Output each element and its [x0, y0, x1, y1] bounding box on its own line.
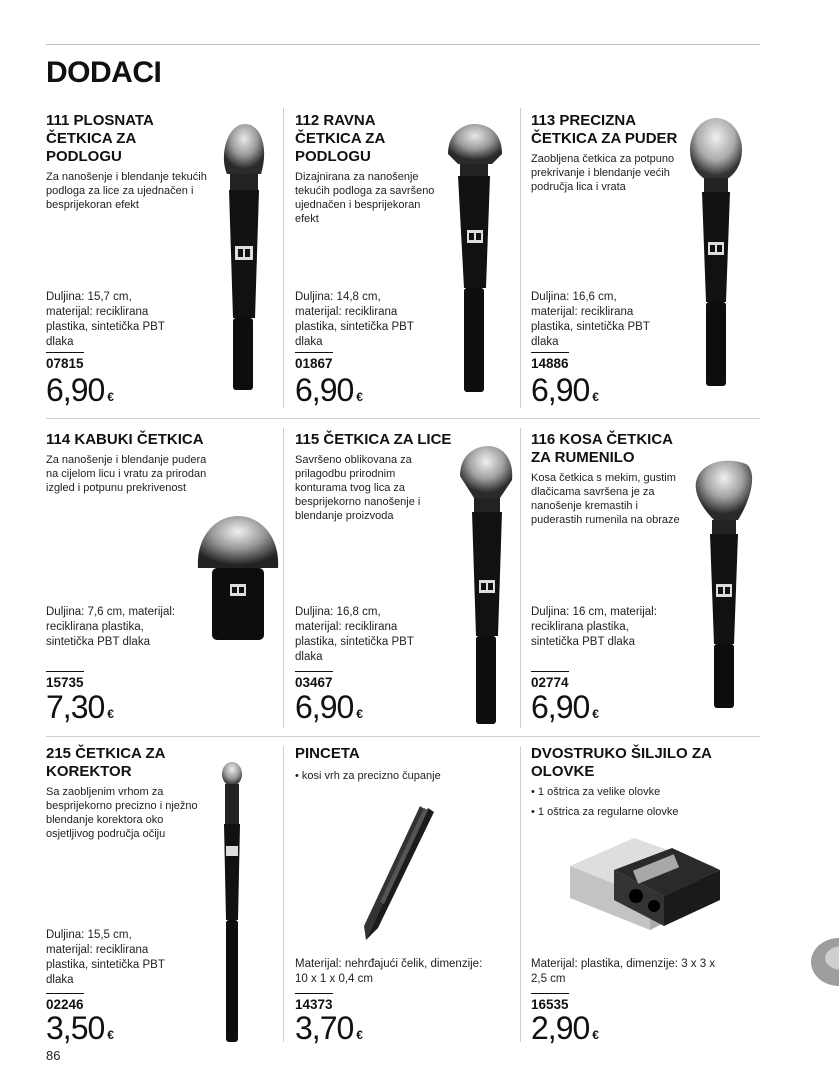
straight-foundation-brush-image	[440, 118, 510, 398]
page-title: DODACI	[46, 56, 162, 89]
column-divider	[283, 746, 284, 1042]
product-price: 2,90 €	[531, 1010, 599, 1046]
product-price: 6,90 €	[295, 372, 363, 408]
product-code: 14373	[295, 993, 333, 1012]
product-description: Dizajnirana za nanošenje tekućih podloga za savršeno ujednačen i besprijekoran efekt	[295, 171, 435, 225]
product-code: 02246	[46, 993, 84, 1012]
product-description: Savršeno oblikovana za prilagodbu prirodnim konturama tvog lica za besprijekorno nanošenje i blendanje proizvoda	[295, 454, 421, 522]
product-code: 15735	[46, 671, 84, 690]
product-description: Za nanošenje i blendanje tekućih podloga za lice za ujednačen i besprijekoran efekt	[46, 171, 207, 211]
tweezers-image	[358, 804, 438, 944]
concealer-brush-image	[212, 760, 252, 1045]
product-specs: Duljina: 14,8 cm, materijal: reciklirana plastika, sintetička PBT dlaka	[295, 291, 414, 348]
product-specs: Duljina: 16 cm, materijal: reciklirana plastika, sintetička PBT dlaka	[531, 606, 657, 648]
product-specs: Duljina: 16,6 cm, materijal: reciklirana plastika, sintetička PBT dlaka	[531, 291, 650, 348]
product-name: 116 KOSA ČETKICA ZA RUMENILO	[531, 431, 673, 466]
product-specs: Duljina: 15,7 cm, materijal: reciklirana plastika, sintetička PBT dlaka	[46, 291, 165, 348]
angled-blush-brush-image	[690, 454, 760, 710]
product-description: Sa zaobljenim vrhom za besprijekorno precizno i nježno blendanje korektora oko osjetljivog područja očiju	[46, 786, 198, 840]
pencil-sharpener-image	[564, 826, 724, 936]
product-name: 114 KABUKI ČETKICA	[46, 431, 204, 448]
product-price: 7,30 €	[46, 689, 114, 725]
product-name: 113 PRECIZNA ČETKICA ZA PUDER	[531, 112, 678, 147]
product-name: PINCETA	[295, 745, 360, 762]
product-code: 07815	[46, 352, 84, 371]
product-description: Zaobljena četkica za potpuno prekrivanje i blendanje većih područja lica i vrata	[531, 153, 675, 193]
feature-item: • 1 oštrica za regularne olovke	[531, 806, 679, 818]
product-specs: Duljina: 16,8 cm, materijal: reciklirana plastika, sintetička PBT dlaka	[295, 606, 414, 663]
product-specs: Materijal: nehrđajući čelik, dimenzije: 10 x 1 x 0,4 cm	[295, 958, 483, 985]
product-name: 215 ČETKICA ZA KOREKTOR	[46, 745, 165, 780]
face-brush-image	[452, 440, 522, 730]
product-name: DVOSTRUKO ŠILJILO ZA OLOVKE	[531, 745, 712, 780]
product-code: 14886	[531, 352, 569, 371]
product-features	[531, 785, 751, 825]
decorative-corner-shape	[809, 932, 839, 992]
product-name: 111 PLOSNATA ČETKICA ZA PODLOGU	[46, 112, 154, 165]
product-price: 6,90 €	[46, 372, 114, 408]
product-code: 16535	[531, 993, 569, 1012]
product-specs: Materijal: plastika, dimenzije: 3 x 3 x 2,5 cm	[531, 958, 716, 985]
product-features	[295, 769, 515, 789]
product-code: 02774	[531, 671, 569, 690]
product-description: Kosa četkica s mekim, gustim dlačicama savršena je za nanošenje kremastih i puderastih rumenila na obraze	[531, 472, 680, 526]
product-price: 6,90 €	[295, 689, 363, 725]
top-rule	[46, 44, 760, 45]
product-code: 01867	[295, 352, 333, 371]
product-name: 112 RAVNA ČETKICA ZA PODLOGU	[295, 112, 385, 165]
page-number: 86	[46, 1048, 61, 1063]
product-specs: Duljina: 15,5 cm, materijal: reciklirana plastika, sintetička PBT dlaka	[46, 929, 165, 986]
product-price: 6,90 €	[531, 689, 599, 725]
column-divider	[283, 108, 284, 408]
kabuki-brush-image	[194, 512, 284, 642]
product-price: 6,90 €	[531, 372, 599, 408]
product-description: Za nanošenje i blendanje pudera na cijelom licu i vratu za prirodan izgled i potpunu prekrivenost	[46, 454, 207, 494]
feature-item: • kosi vrh za precizno čupanje	[295, 770, 441, 782]
flat-foundation-brush-image	[205, 118, 275, 418]
feature-item: • 1 oštrica za velike olovke	[531, 786, 661, 798]
product-price: 3,50 €	[46, 1010, 114, 1046]
product-specs: Duljina: 7,6 cm, materijal: reciklirana plastika, sintetička PBT dlaka	[46, 606, 176, 648]
product-name: 115 ČETKICA ZA LICE	[295, 431, 452, 448]
product-price: 3,70 €	[295, 1010, 363, 1046]
precise-powder-brush-image	[680, 112, 750, 392]
product-code: 03467	[295, 671, 333, 690]
